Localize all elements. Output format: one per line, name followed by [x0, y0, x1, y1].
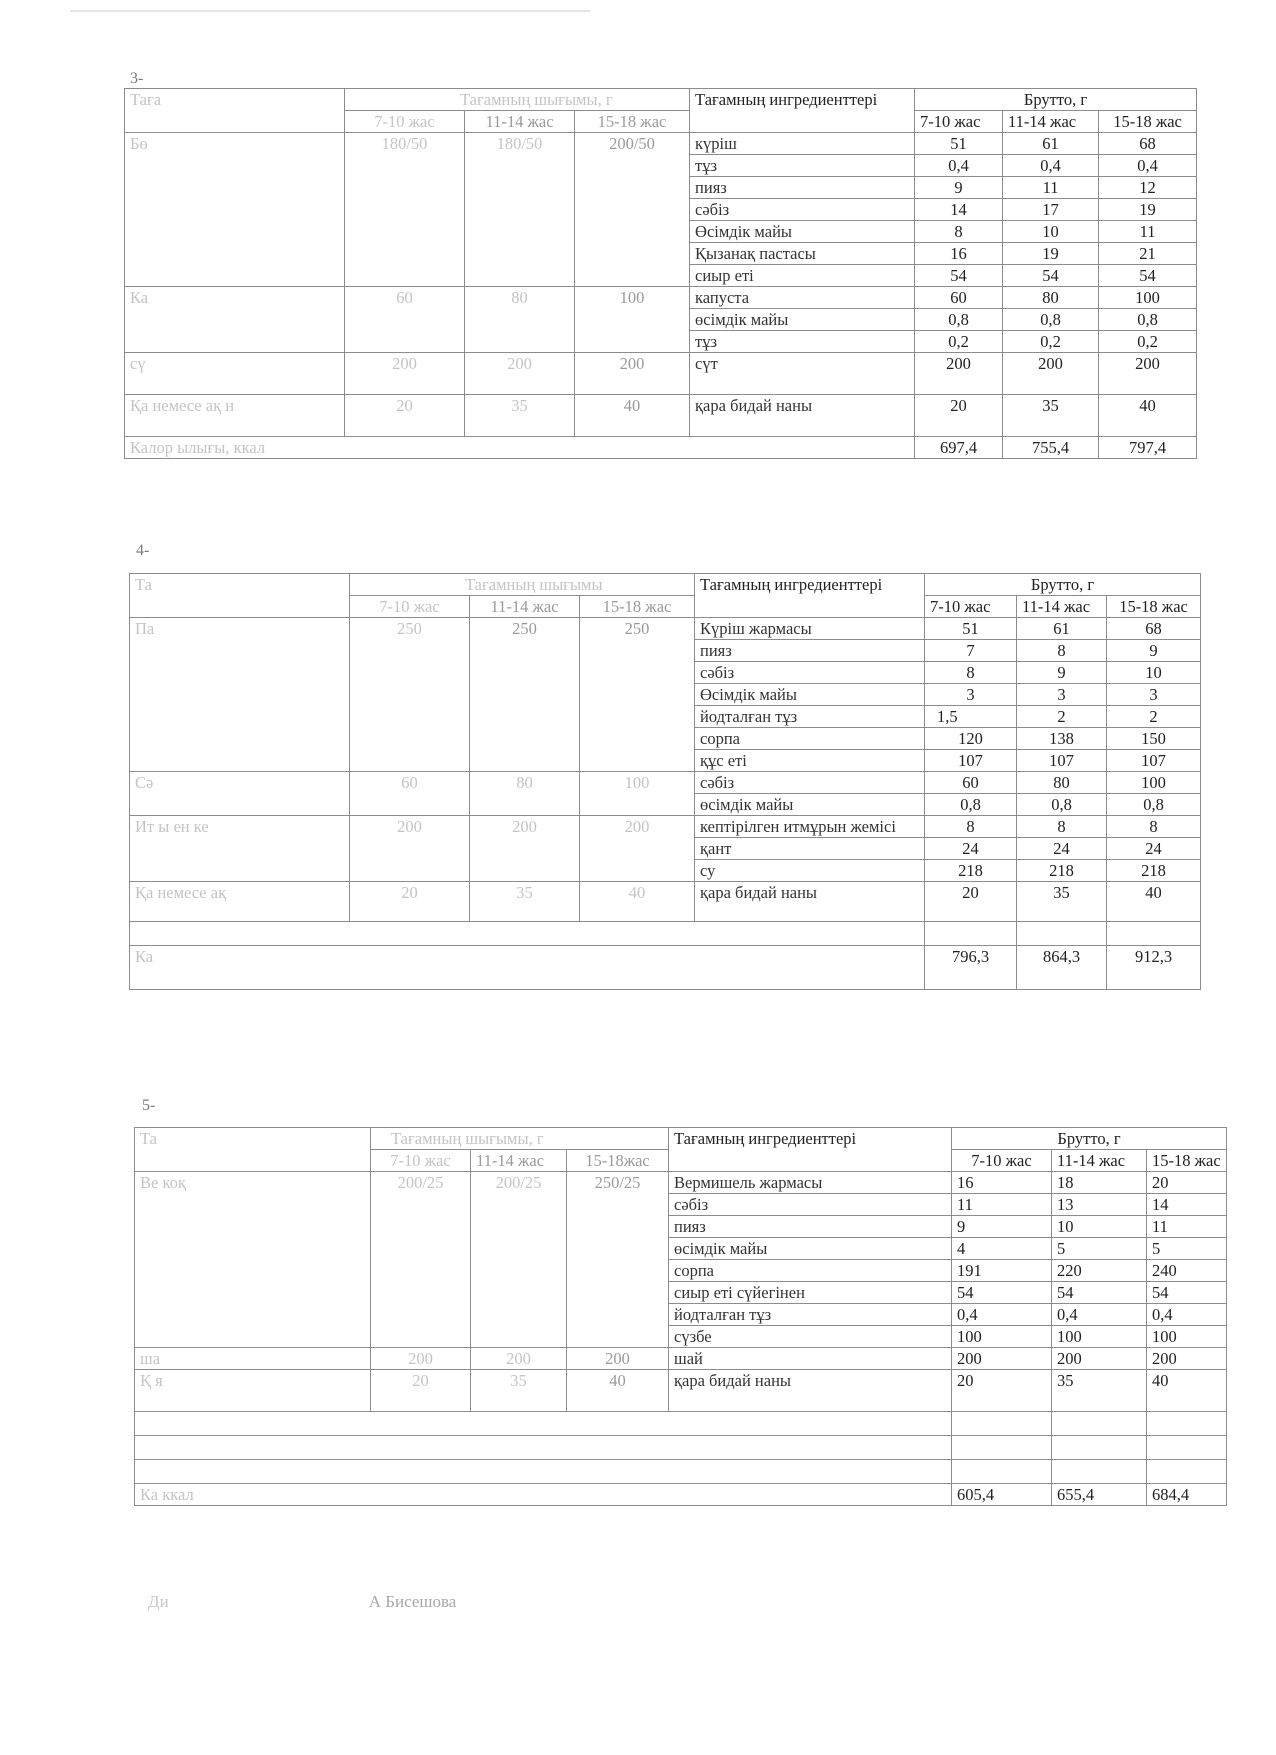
day3-dish-1-name: Бө — [125, 133, 345, 287]
day3-dish-header: Таға — [125, 89, 345, 133]
day5-dish-3-yield-3: 40 — [567, 1370, 669, 1412]
empty-row — [130, 922, 925, 946]
brutto-value: 218 — [1017, 860, 1107, 882]
brutto-value: 0,2 — [915, 331, 1003, 353]
day3-brutto-age-1: 7-10 жас — [915, 111, 1003, 133]
day3-calories-value-2: 755,4 — [1003, 437, 1099, 459]
brutto-value: 100 — [1052, 1326, 1147, 1348]
brutto-value: 20 — [915, 395, 1003, 437]
brutto-value: 20 — [952, 1370, 1052, 1412]
brutto-value: 100 — [1107, 772, 1201, 794]
day4-dish-4-yield-1: 20 — [350, 882, 470, 922]
ingredient-name: йодталған тұз — [669, 1304, 952, 1326]
day3-dish-4-yield-3: 40 — [575, 395, 690, 437]
brutto-value: 7 — [925, 640, 1017, 662]
day5-brutto-age-3: 15-18 жас — [1147, 1150, 1227, 1172]
signature-line — [148, 1592, 456, 1612]
ingredient-name: су — [695, 860, 925, 882]
ingredient-name: өсімдік майы — [669, 1238, 952, 1260]
empty-cell — [1107, 922, 1201, 946]
day5-dish-1-yield-2: 200/25 — [471, 1172, 567, 1348]
day5-menu-table — [134, 1127, 1227, 1506]
ingredient-name: құс еті — [695, 750, 925, 772]
day5-calories-label: Ка ккал — [135, 1484, 952, 1506]
day4-dish-2-name: Сә — [130, 772, 350, 816]
scan-edge-line — [70, 10, 590, 12]
day4-yield-age-3: 15-18 жас — [580, 596, 695, 618]
day5-yield-age-2: 11-14 жас — [471, 1150, 567, 1172]
day4-calories-value-1: 796,3 — [925, 946, 1017, 990]
ingredient-name: Өсімдік майы — [695, 684, 925, 706]
ingredient-name: Күріш жармасы — [695, 618, 925, 640]
brutto-value: 54 — [1147, 1282, 1227, 1304]
brutto-value: 80 — [1003, 287, 1099, 309]
day3-dish-2-yield-2: 80 — [465, 287, 575, 353]
day4-calories-value-2: 864,3 — [1017, 946, 1107, 990]
brutto-value: 16 — [915, 243, 1003, 265]
brutto-value: 11 — [952, 1194, 1052, 1216]
brutto-value: 60 — [925, 772, 1017, 794]
day3-menu-table — [124, 88, 1197, 459]
ingredient-name: қант — [695, 838, 925, 860]
day4-dish-3-yield-2: 200 — [470, 816, 580, 882]
brutto-value: 218 — [1107, 860, 1201, 882]
day4-brutto-age-1: 7-10 жас — [925, 596, 1017, 618]
day5-calories-value-2: 655,4 — [1052, 1484, 1147, 1506]
brutto-value: 120 — [925, 728, 1017, 750]
brutto-value: 1,5 — [925, 706, 1017, 728]
empty-cell — [1052, 1412, 1147, 1436]
brutto-value: 138 — [1017, 728, 1107, 750]
brutto-value: 100 — [1147, 1326, 1227, 1348]
day3-brutto-header: Брутто, г — [915, 89, 1197, 111]
brutto-value: 0,4 — [952, 1304, 1052, 1326]
day3-brutto-age-3: 15-18 жас — [1099, 111, 1197, 133]
day3-yield-age-3: 15-18 жас — [575, 111, 690, 133]
brutto-value: 11 — [1147, 1216, 1227, 1238]
ingredient-name: тұз — [690, 331, 915, 353]
ingredient-name: пияз — [690, 177, 915, 199]
day5-dish-2-yield-2: 200 — [471, 1348, 567, 1370]
day4-dish-1-yield-3: 250 — [580, 618, 695, 772]
brutto-value: 61 — [1017, 618, 1107, 640]
brutto-value: 24 — [1107, 838, 1201, 860]
day4-calories-label: Ка — [130, 946, 925, 990]
ingredient-name: шай — [669, 1348, 952, 1370]
brutto-value: 17 — [1003, 199, 1099, 221]
day5-calories-value-3: 684,4 — [1147, 1484, 1227, 1506]
brutto-value: 200 — [1052, 1348, 1147, 1370]
brutto-value: 54 — [1003, 265, 1099, 287]
day4-yield-header: Тағамның шығымы — [350, 574, 695, 596]
brutto-value: 0,8 — [1003, 309, 1099, 331]
brutto-value: 14 — [1147, 1194, 1227, 1216]
empty-cell — [925, 922, 1017, 946]
empty-cell — [952, 1460, 1052, 1484]
day3-dish-3-yield-2: 200 — [465, 353, 575, 395]
brutto-value: 0,4 — [1003, 155, 1099, 177]
day3-dish-4-yield-2: 35 — [465, 395, 575, 437]
day4-yield-age-1: 7-10 жас — [350, 596, 470, 618]
signature-prefix: Ди — [148, 1592, 169, 1611]
ingredient-name: капуста — [690, 287, 915, 309]
brutto-value: 2 — [1017, 706, 1107, 728]
empty-cell — [1017, 922, 1107, 946]
brutto-value: 61 — [1003, 133, 1099, 155]
brutto-value: 18 — [1052, 1172, 1147, 1194]
day3-dish-3-yield-3: 200 — [575, 353, 690, 395]
brutto-value: 200 — [1099, 353, 1197, 395]
day4-dish-2-yield-3: 100 — [580, 772, 695, 816]
brutto-value: 0,2 — [1003, 331, 1099, 353]
brutto-value: 5 — [1052, 1238, 1147, 1260]
ingredient-name: йодталған тұз — [695, 706, 925, 728]
ingredient-name: пияз — [695, 640, 925, 662]
ingredient-name: тұз — [690, 155, 915, 177]
day4-dish-3-yield-3: 200 — [580, 816, 695, 882]
day5-dish-header: Та — [135, 1128, 371, 1172]
ingredient-name: Вермишель жармасы — [669, 1172, 952, 1194]
day5-brutto-age-2: 11-14 жас — [1052, 1150, 1147, 1172]
brutto-value: 54 — [1099, 265, 1197, 287]
day4-brutto-header: Брутто, г — [925, 574, 1201, 596]
day3-yield-header: Тағамның шығымы, г — [345, 89, 690, 111]
brutto-value: 35 — [1052, 1370, 1147, 1412]
ingredient-name: өсімдік майы — [690, 309, 915, 331]
ingredient-name: сүзбе — [669, 1326, 952, 1348]
ingredient-name: Қызанақ пастасы — [690, 243, 915, 265]
signature-name: А Бисешова — [368, 1592, 457, 1611]
ingredient-name: қара бидай наны — [690, 395, 915, 437]
day3-dish-1-yield-1: 180/50 — [345, 133, 465, 287]
day4-dish-3-yield-1: 200 — [350, 816, 470, 882]
brutto-value: 3 — [1017, 684, 1107, 706]
day4-dish-3-name: Ит ы ен ке — [130, 816, 350, 882]
day3-label: 3- — [130, 70, 144, 87]
brutto-value: 19 — [1099, 199, 1197, 221]
day3-dish-4-name: Қа немесе ақ н — [125, 395, 345, 437]
day4-menu-table — [129, 573, 1201, 990]
brutto-value: 0,4 — [1099, 155, 1197, 177]
brutto-value: 19 — [1003, 243, 1099, 265]
day5-dish-3-yield-2: 35 — [471, 1370, 567, 1412]
day5-label: 5- — [142, 1097, 156, 1114]
brutto-value: 8 — [1017, 640, 1107, 662]
day4-calories-value-3: 912,3 — [1107, 946, 1201, 990]
brutto-value: 16 — [952, 1172, 1052, 1194]
brutto-value: 9 — [915, 177, 1003, 199]
brutto-value: 9 — [952, 1216, 1052, 1238]
brutto-value: 54 — [952, 1282, 1052, 1304]
day5-brutto-age-1: 7-10 жас — [952, 1150, 1052, 1172]
brutto-value: 107 — [1017, 750, 1107, 772]
ingredient-name: сәбіз — [690, 199, 915, 221]
brutto-value: 0,4 — [1052, 1304, 1147, 1326]
day5-dish-1-yield-3: 250/25 — [567, 1172, 669, 1348]
brutto-value: 0,4 — [915, 155, 1003, 177]
empty-cell — [1052, 1436, 1147, 1460]
brutto-value: 0,8 — [1107, 794, 1201, 816]
brutto-value: 220 — [1052, 1260, 1147, 1282]
day5-dish-1-name: Ве коқ — [135, 1172, 371, 1348]
brutto-value: 8 — [925, 662, 1017, 684]
ingredient-name: сүт — [690, 353, 915, 395]
empty-row — [135, 1436, 952, 1460]
brutto-value: 100 — [952, 1326, 1052, 1348]
day3-dish-2-yield-3: 100 — [575, 287, 690, 353]
brutto-value: 13 — [1052, 1194, 1147, 1216]
day4-ingredients-header: Тағамның ингредиенттері — [695, 574, 925, 618]
brutto-value: 8 — [1017, 816, 1107, 838]
brutto-value: 200 — [915, 353, 1003, 395]
brutto-value: 35 — [1017, 882, 1107, 922]
day4-dish-1-name: Па — [130, 618, 350, 772]
brutto-value: 68 — [1099, 133, 1197, 155]
brutto-value: 40 — [1099, 395, 1197, 437]
ingredient-name: сиыр еті сүйегінен — [669, 1282, 952, 1304]
day5-yield-age-1: 7-10 жас — [371, 1150, 471, 1172]
day5-dish-1-yield-1: 200/25 — [371, 1172, 471, 1348]
day5-yield-header: Тағамның шығымы, г — [371, 1128, 669, 1150]
day4-dish-1-yield-2: 250 — [470, 618, 580, 772]
empty-cell — [952, 1436, 1052, 1460]
brutto-value: 11 — [1099, 221, 1197, 243]
ingredient-name: кептірілген итмұрын жемісі — [695, 816, 925, 838]
ingredient-name: сәбіз — [669, 1194, 952, 1216]
day3-calories-value-1: 697,4 — [915, 437, 1003, 459]
empty-cell — [1147, 1412, 1227, 1436]
brutto-value: 107 — [1107, 750, 1201, 772]
day4-dish-4-name: Қа немесе ақ — [130, 882, 350, 922]
brutto-value: 0,8 — [925, 794, 1017, 816]
brutto-value: 5 — [1147, 1238, 1227, 1260]
brutto-value: 9 — [1017, 662, 1107, 684]
day5-dish-3-yield-1: 20 — [371, 1370, 471, 1412]
ingredient-name: сиыр еті — [690, 265, 915, 287]
day3-yield-age-1: 7-10 жас — [345, 111, 465, 133]
brutto-value: 10 — [1003, 221, 1099, 243]
ingredient-name: күріш — [690, 133, 915, 155]
brutto-value: 54 — [1052, 1282, 1147, 1304]
ingredient-name: сорпа — [669, 1260, 952, 1282]
day3-dish-3-yield-1: 200 — [345, 353, 465, 395]
brutto-value: 20 — [925, 882, 1017, 922]
day3-dish-2-name: Ка — [125, 287, 345, 353]
brutto-value: 0,2 — [1099, 331, 1197, 353]
brutto-value: 0,4 — [1147, 1304, 1227, 1326]
brutto-value: 200 — [952, 1348, 1052, 1370]
day4-dish-2-yield-2: 80 — [470, 772, 580, 816]
empty-cell — [952, 1412, 1052, 1436]
day3-ingredients-header: Тағамның ингредиенттері — [690, 89, 915, 133]
brutto-value: 12 — [1099, 177, 1197, 199]
brutto-value: 24 — [925, 838, 1017, 860]
brutto-value: 0,8 — [915, 309, 1003, 331]
brutto-value: 40 — [1107, 882, 1201, 922]
day4-dish-2-yield-1: 60 — [350, 772, 470, 816]
empty-row — [135, 1460, 952, 1484]
day5-yield-age-3: 15-18жас — [567, 1150, 669, 1172]
brutto-value: 68 — [1107, 618, 1201, 640]
brutto-value: 60 — [915, 287, 1003, 309]
brutto-value: 8 — [925, 816, 1017, 838]
brutto-value: 8 — [915, 221, 1003, 243]
day5-brutto-header: Брутто, г — [952, 1128, 1227, 1150]
brutto-value: 191 — [952, 1260, 1052, 1282]
brutto-value: 51 — [925, 618, 1017, 640]
brutto-value: 10 — [1052, 1216, 1147, 1238]
ingredient-name: қара бидай наны — [669, 1370, 952, 1412]
day3-dish-4-yield-1: 20 — [345, 395, 465, 437]
brutto-value: 14 — [915, 199, 1003, 221]
day3-calories-value-3: 797,4 — [1099, 437, 1197, 459]
day3-brutto-age-2: 11-14 жас — [1003, 111, 1099, 133]
brutto-value: 2 — [1107, 706, 1201, 728]
day5-dish-3-name: Қ я — [135, 1370, 371, 1412]
brutto-value: 3 — [925, 684, 1017, 706]
day4-brutto-age-2: 11-14 жас — [1017, 596, 1107, 618]
brutto-value: 0,8 — [1099, 309, 1197, 331]
day3-dish-2-yield-1: 60 — [345, 287, 465, 353]
brutto-value: 8 — [1107, 816, 1201, 838]
ingredient-name: өсімдік майы — [695, 794, 925, 816]
empty-cell — [1052, 1460, 1147, 1484]
empty-cell — [1147, 1460, 1227, 1484]
brutto-value: 4 — [952, 1238, 1052, 1260]
ingredient-name: сорпа — [695, 728, 925, 750]
brutto-value: 107 — [925, 750, 1017, 772]
brutto-value: 35 — [1003, 395, 1099, 437]
day5-dish-2-yield-1: 200 — [371, 1348, 471, 1370]
brutto-value: 11 — [1003, 177, 1099, 199]
ingredient-name: пияз — [669, 1216, 952, 1238]
brutto-value: 240 — [1147, 1260, 1227, 1282]
brutto-value: 21 — [1099, 243, 1197, 265]
brutto-value: 100 — [1099, 287, 1197, 309]
brutto-value: 218 — [925, 860, 1017, 882]
brutto-value: 54 — [915, 265, 1003, 287]
brutto-value: 0,8 — [1017, 794, 1107, 816]
brutto-value: 24 — [1017, 838, 1107, 860]
day3-calories-label: Калор ылығы, ккал — [125, 437, 915, 459]
brutto-value: 200 — [1003, 353, 1099, 395]
ingredient-name: сәбіз — [695, 772, 925, 794]
day3-dish-1-yield-3: 200/50 — [575, 133, 690, 287]
day5-dish-2-yield-3: 200 — [567, 1348, 669, 1370]
day3-dish-3-name: сү — [125, 353, 345, 395]
day5-ingredients-header: Тағамның ингредиенттері — [669, 1128, 952, 1172]
brutto-value: 80 — [1017, 772, 1107, 794]
day4-dish-4-yield-3: 40 — [580, 882, 695, 922]
day4-dish-4-yield-2: 35 — [470, 882, 580, 922]
ingredient-name: қара бидай наны — [695, 882, 925, 922]
day4-brutto-age-3: 15-18 жас — [1107, 596, 1201, 618]
empty-cell — [1147, 1436, 1227, 1460]
brutto-value: 10 — [1107, 662, 1201, 684]
day5-calories-value-1: 605,4 — [952, 1484, 1052, 1506]
day3-yield-age-2: 11-14 жас — [465, 111, 575, 133]
brutto-value: 200 — [1147, 1348, 1227, 1370]
day4-dish-header: Та — [130, 574, 350, 618]
day4-yield-age-2: 11-14 жас — [470, 596, 580, 618]
ingredient-name: Өсімдік майы — [690, 221, 915, 243]
day4-dish-1-yield-1: 250 — [350, 618, 470, 772]
brutto-value: 150 — [1107, 728, 1201, 750]
empty-row — [135, 1412, 952, 1436]
brutto-value: 51 — [915, 133, 1003, 155]
day4-label: 4- — [136, 542, 150, 559]
brutto-value: 9 — [1107, 640, 1201, 662]
brutto-value: 20 — [1147, 1172, 1227, 1194]
ingredient-name: сәбіз — [695, 662, 925, 684]
day3-dish-1-yield-2: 180/50 — [465, 133, 575, 287]
brutto-value: 40 — [1147, 1370, 1227, 1412]
day5-dish-2-name: ша — [135, 1348, 371, 1370]
brutto-value: 3 — [1107, 684, 1201, 706]
